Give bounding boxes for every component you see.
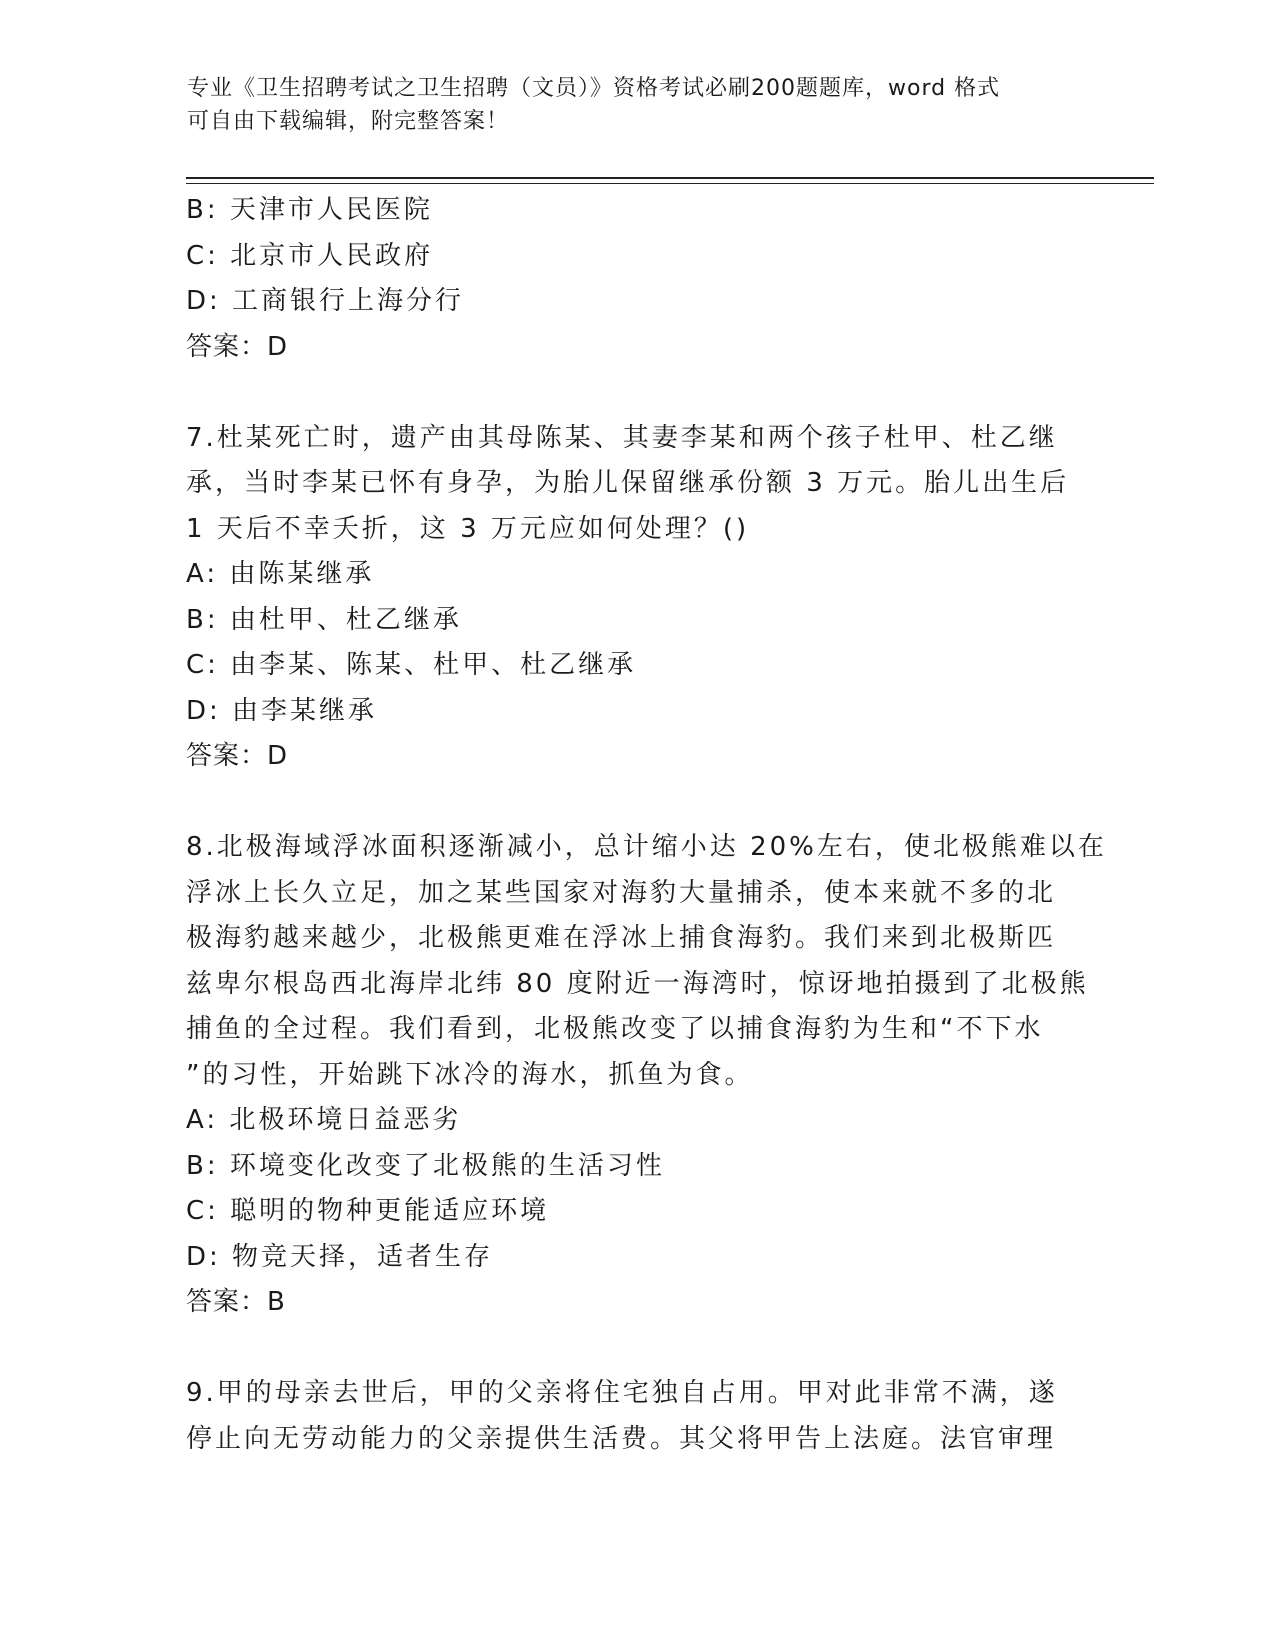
q7-option-c: C: 由李某、陈某、杜甲、杜乙继承 (186, 650, 637, 680)
q8-option-c: C: 聪明的物种更能适应环境 (186, 1196, 550, 1226)
q6-option-c: C: 北京市人民政府 (186, 240, 434, 271)
document-header (187, 72, 1087, 138)
header-line-1: 专业《卫生招聘考试之卫生招聘（文员）》资格考试必刷200题题库，word 格式 (187, 76, 1001, 101)
spacer (186, 370, 1086, 416)
q7-option-a: A: 由陈某继承 (186, 559, 375, 589)
q8-stem-line: 8.北极海域浮冰面积逐渐减小，总计缩小达 20%左右，使北极熊难以在 (186, 832, 1107, 862)
q6-option-b: B: 天津市人民医院 (186, 195, 433, 225)
q7-option-b: B: 由杜甲、杜乙继承 (186, 604, 462, 635)
question-6-block (186, 188, 1086, 370)
header-divider-thick (186, 177, 1154, 179)
q8-stem-line: 极海豹越来越少，北极熊更难在浮冰上捕食海豹。我们来到北极斯匹 (186, 923, 1057, 953)
q8-stem-line: 兹卑尔根岛西北海岸北纬 80 度附近一海湾时，惊讶地拍摄到了北极熊 (186, 968, 1089, 999)
q8-stem-line: 捕鱼的全过程。我们看到，北极熊改变了以捕食海豹为生和“不下水 (186, 1014, 1044, 1044)
header-divider-thin (186, 183, 1154, 184)
q8-stem-line: 浮冰上长久立足，加之某些国家对海豹大量捕杀，使本来就不多的北 (186, 877, 1057, 908)
question-7-block (186, 416, 1086, 780)
q7-stem-line: 承，当时李某已怀有身孕，为胎儿保留继承份额 3 万元。胎儿出生后 (186, 468, 1070, 498)
header-line-2: 可自由下载编辑，附完整答案！ (187, 109, 510, 134)
q8-option-b: B: 环境变化改变了北极熊的生活习性 (186, 1150, 665, 1181)
q8-option-a: A: 北极环境日益恶劣 (186, 1105, 462, 1135)
q9-stem-line: 9.甲的母亲去世后，甲的父亲将住宅独自占用。甲对此非常不满，遂 (186, 1378, 1058, 1408)
q8-answer: 答案：B (186, 1287, 286, 1317)
q7-stem-line: 7.杜某死亡时，遗产由其母陈某、其妻李某和两个孩子杜甲、杜乙继 (186, 422, 1058, 453)
q9-stem-line: 停止向无劳动能力的父亲提供生活费。其父将甲告上法庭。法官审理 (186, 1423, 1057, 1454)
q7-answer: 答案：D (186, 741, 289, 771)
question-8-block (186, 825, 1107, 1326)
q7-option-d: D: 由李某继承 (186, 695, 378, 726)
q6-answer: 答案：D (186, 331, 289, 362)
spacer (186, 780, 1086, 826)
q8-stem-line: ”的习性，开始跳下冰冷的海水，抓鱼为食。 (186, 1059, 754, 1090)
q7-stem-line: 1 天后不幸夭折，这 3 万元应如何处理？() (186, 513, 750, 544)
q6-option-d: D: 工商银行上海分行 (186, 286, 465, 316)
spacer (186, 1326, 1086, 1372)
document-body (186, 188, 1107, 1462)
q8-option-d: D: 物竞天择，适者生存 (186, 1241, 494, 1272)
question-9-block (186, 1371, 1086, 1462)
